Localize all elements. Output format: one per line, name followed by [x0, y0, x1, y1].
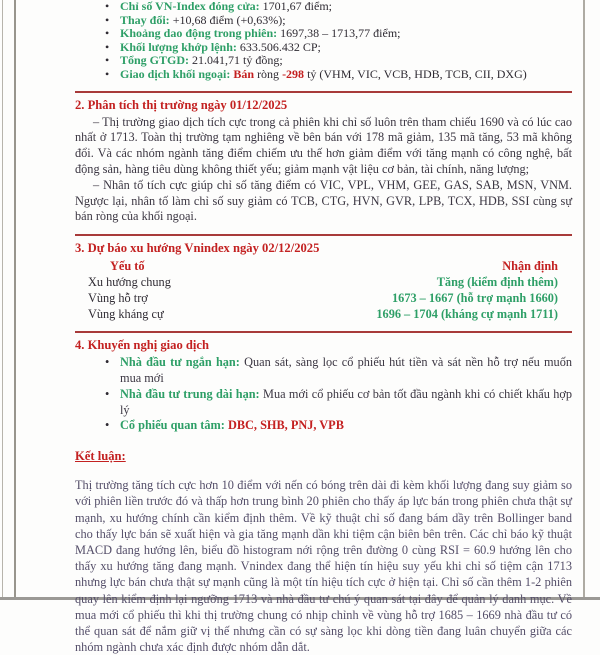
- page-edge-line-right: [583, 0, 585, 600]
- factor-cell: Vùng hỗ trợ: [88, 291, 148, 306]
- foreign-tickers: tỷ (VHM, VIC, VCB, HDB, TCB, CII, DXG): [307, 66, 527, 81]
- section2-paragraph-1: – Thị trường giao dịch tích cực trong cả phiên khi chỉ số luôn trên tham chiếu 1690 và có lúc cao nhất ở 1713. Toàn thị trường tạm nghiêng về bên bán với 178 mã giảm, 135 mã tăng, 53 mã không đổi. Và các nhóm ngành tăng điểm chiếm ưu thế hơn giảm điểm với tăng mạnh có công nghệ, bất động sản, hàng tiêu dùng không thiết yếu; giảm mạnh vật liệu cơ bản, tài chính, năng lượng;: [75, 114, 572, 176]
- summary-item: [75, 14, 572, 28]
- factor-cell: Xu hướng chung: [88, 275, 171, 290]
- market-summary-list: [75, 0, 572, 82]
- page-edge-line-left-inner: [14, 0, 16, 600]
- report-content: [75, 0, 572, 655]
- section2-paragraph-2: – Nhân tố tích cực giúp chỉ số tăng điểm có VIC, VPL, VHM, GEE, GAS, SAB, MSN, VNM. Ngược lại, nhân tố làm chỉ số suy giảm có TCB, CTG, HVN, GVR, LPB, TCX, HDB, SSI cùng sự bán ròng của khối ngoại.: [75, 177, 572, 224]
- watchlist-label: Cổ phiếu quan tâm:: [120, 418, 225, 433]
- factor-cell: Vùng kháng cự: [88, 307, 164, 322]
- summary-item-value: 21.041,71 tỷ đồng;: [192, 53, 283, 68]
- summary-item-label: Giao dịch khối ngoại:: [120, 66, 231, 81]
- summary-item-value: +10,68 điểm (+0,63%);: [172, 12, 286, 27]
- summary-item-label: Khối lượng khớp lệnh:: [120, 39, 237, 54]
- summary-item-value: 633.506.432 CP;: [239, 39, 321, 54]
- section-separator: [75, 234, 572, 236]
- summary-item-label: Chỉ số VN-Index đóng cửa:: [120, 0, 260, 13]
- summary-item-label: Tổng GTGD:: [120, 53, 190, 68]
- summary-item-label: Khoảng dao động trong phiên:: [120, 26, 278, 41]
- section4-title: 4. Khuyến nghị giao dịch: [75, 338, 210, 353]
- summary-item-label: Thay đổi:: [120, 12, 170, 27]
- summary-item-foreign-trading: [75, 68, 572, 82]
- summary-item: [75, 27, 572, 41]
- summary-item: [75, 54, 572, 68]
- forecast-header-row: [75, 258, 572, 274]
- section2-title: 2. Phân tích thị trường ngày 01/12/2025: [75, 97, 288, 112]
- forecast-row: [75, 306, 572, 322]
- recommendation-item: [75, 387, 572, 419]
- foreign-net-value: -298: [282, 66, 305, 81]
- recommendation-label: Nhà đầu tư ngắn hạn:: [120, 355, 240, 370]
- watchlist-tickers: DBC, SHB, PNJ, VPB: [227, 418, 344, 433]
- recommendation-label: Nhà đầu tư trung dài hạn:: [120, 386, 260, 401]
- conclusion-paragraph: Thị trường tăng tích cực hơn 10 điểm với nến có bóng trên dài đi kèm khối lượng đang suy giảm so với phiên liền trước đó và thấp hơn trung bình 20 phiên cho thấy áp lực bán trong phiên chưa thật sự mạnh, xu hướng chính cần kiểm định thêm. Về kỹ thuật chỉ số đang bám dầy trên Bollinger band cho thấy lực bán sẽ xuất hiện và gia tăng mạnh dần khi tiệm cận biên bên trên. Các chỉ báo kỹ thuật MACD đang hướng lên, biểu đồ histogram nới rộng trên đường 0 cùng RSI = 60.9 hướng lên cho thấy xu hướng tăng đang mạnh. Vnindex đang thể hiện tín hiệu suy yếu khi chỉ số tiệm cận 1713 nhưng lực bán chưa thật sự mạnh cũng là một tín hiệu tích cực ở hiện tại. Chỉ số cần thêm 1-2 phiên quay lên kiểm định lại ngưỡng 1713 và nhà đầu tư chú ý quan sát tại đây để quản lý danh mục. Về mua mới cổ phiếu thì khi thị trường chung có nhịp chỉnh về vùng hỗ trợ 1685 – 1669 nhà đầu tư có thể quan sát để nắm giữ vị thế nhưng cần có sự sàng lọc khi dòng tiền đang luân chuyển giữa các nhóm ngành chưa xác định được nhóm dẫn dắt.: [75, 478, 572, 655]
- forecast-row: [75, 274, 572, 290]
- conclusion-title: Kết luận:: [75, 449, 126, 464]
- recommendation-list: [75, 355, 572, 434]
- page-edge-line-left-outer: [2, 0, 3, 600]
- summary-item-value: 1697,38 – 1713,77 điểm;: [280, 26, 401, 41]
- recommendation-text: Mua mới cổ phiếu cơ bản tốt đầu ngành khi có chiết khấu hợp lý: [120, 386, 572, 417]
- foreign-net-word: ròng: [257, 66, 280, 81]
- section3-title: 3. Dự báo xu hướng Vnindex ngày 02/12/2025: [75, 241, 320, 256]
- forecast-header-factor: Yếu tố: [110, 259, 145, 274]
- forecast-table: [75, 258, 572, 322]
- foreign-sell-word: Bán: [233, 66, 255, 81]
- recommendation-text: Quan sát, sàng lọc cổ phiếu hút tiền và sát nền hỗ trợ nếu muốn mua mới: [120, 355, 572, 385]
- forecast-header-assessment: Nhận định: [502, 259, 558, 274]
- summary-item-value: 1701,67 điểm;: [262, 0, 332, 13]
- assessment-cell: 1696 – 1704 (kháng cự mạnh 1711): [376, 307, 558, 322]
- recommendation-item: [75, 355, 572, 387]
- assessment-cell: 1673 – 1667 (hỗ trợ mạnh 1660): [392, 291, 558, 306]
- summary-item: [75, 41, 572, 55]
- assessment-cell: Tăng (kiểm định thêm): [436, 275, 558, 290]
- section-separator: [75, 91, 572, 93]
- watchlist-item: [75, 418, 572, 434]
- forecast-row: [75, 290, 572, 306]
- section-separator: [75, 331, 572, 333]
- summary-item: [75, 0, 572, 14]
